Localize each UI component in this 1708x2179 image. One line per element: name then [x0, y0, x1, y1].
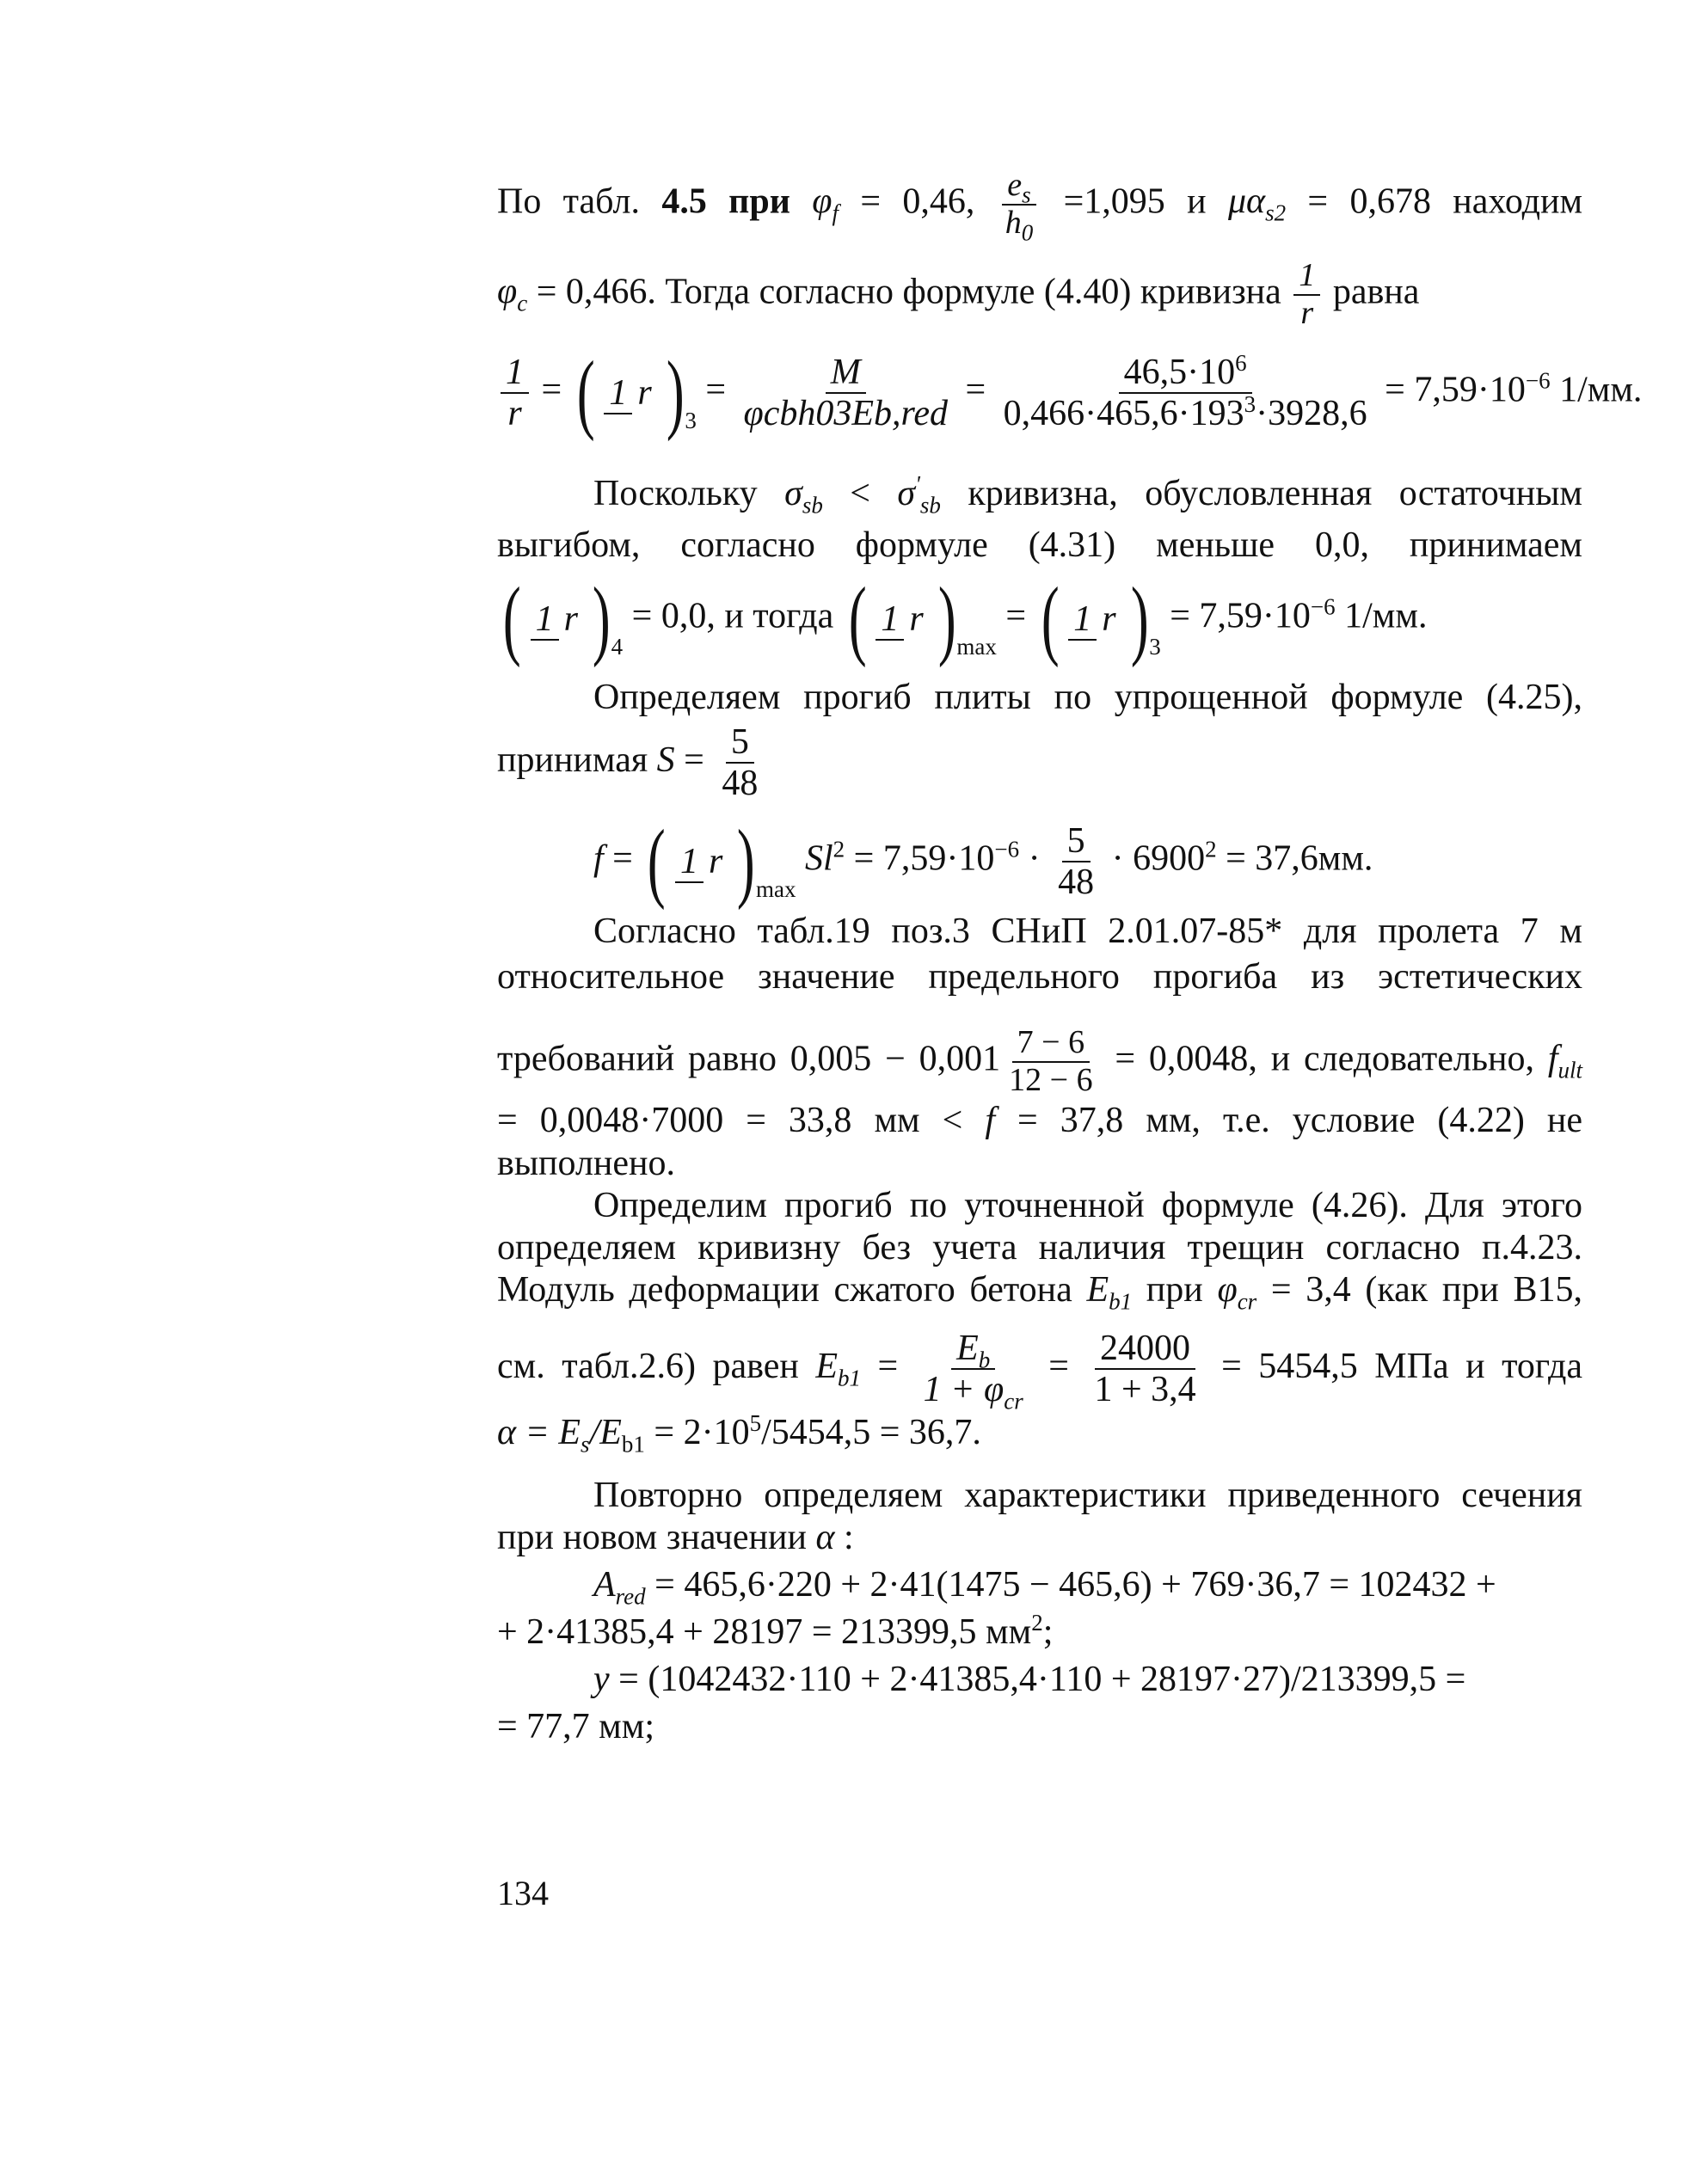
fraction: $\frac{46,5\cdot 10^6}{0,466\cdot 465,6\cdot 193^3\cdot 3928,6}$ — [1003, 349, 1367, 433]
formula-area: $A_{red} = 465,6\cdot 220 + 2\cdot 41(1475 - 465,6) + 769\cdot 36,7 = 102432$ + — [593, 1565, 1496, 1610]
formula-y: y = (1042432·110 + 2·41385,4·110 + 28197·27)/213399,5 = — [593, 1660, 1466, 1699]
text-line: принимая S = $\frac{5}{48}$ — [497, 722, 759, 804]
text-line: требований равно 0,005 − 0,001 $\frac{7 - 6}{12 - 6}$ = 0,0048, и следовательно, $f_{ult}$ — [497, 1024, 1582, 1098]
text-line: выгибом, согласно формуле (4.31) меньше 0,0, принимаем — [497, 525, 1582, 565]
text-run: равна — [1324, 272, 1420, 312]
formula-alpha: $\alpha = E_s/E_{b1} = 2\cdot 10^5/5454,5 = 36,7$. — [497, 1410, 981, 1458]
text-run: = 0,466. Тогда согласно формуле (4.40) кривизна — [527, 272, 1291, 312]
text-line: Повторно определяем характеристики приведенного сечения — [593, 1476, 1582, 1515]
text-line: при новом значении α : — [497, 1518, 854, 1557]
formula-area-cont: + 2·41385,4 + 28197 = 213399,5 $мм^2$; — [497, 1610, 1054, 1652]
text-run: = 7,59·10 — [1375, 370, 1526, 410]
formula-curvature: $\frac{1}{r}$ = ( 1 r )3 = $\frac{M}{\text{φcbh03Eb,red}}$ = $\frac{46,5\cdot 10^6}{0,466\cdot 465,6\cdot 193^3\cdot 3928,6}$ = $7,59\cdot 10^{-6}$ 1/мм. — [497, 348, 1642, 438]
math-symbol: $\varphi_c$ — [497, 272, 528, 316]
fraction: $\frac{1}{r}$ — [1293, 258, 1320, 332]
parenthesized-fraction: ( 1 r )3 — [576, 343, 697, 442]
fraction: $\frac{1}{r}$ — [501, 353, 529, 433]
text-line: = 0,0048·7000 = 33,8 мм < f = 37,8 мм, т.е. условие (4.22) не — [497, 1101, 1582, 1140]
math-symbol: $\mu\alpha_{s2}$ — [1227, 181, 1287, 226]
text-line — [497, 258, 1419, 332]
text-run: = 0,46, — [839, 181, 975, 222]
text-line: Определяем прогиб плиты по упрощенной формуле (4.25), — [593, 678, 1582, 717]
text-line: выполнено. — [497, 1144, 676, 1183]
text-line: Согласно табл.19 поз.3 СНиП 2.01.07-85* для пролета 7 м — [593, 911, 1582, 951]
text-line: см. табл.2.6) равен $E_{b1}$ = $\frac{E_b}{1 + \varphi_{cr}}$ = $\frac{24000}{1 + 3,4}$ = 5454,5 МПа и тогда — [497, 1329, 1583, 1415]
page-number: 134 — [497, 1874, 549, 1912]
fraction: $\frac{e_s}{h_0}$ — [1000, 168, 1039, 242]
text-line: определяем кривизну без учета наличия трещин согласно п.4.23. — [497, 1228, 1582, 1268]
text-run: По табл. — [497, 181, 640, 222]
text-run: = 0,678 находим — [1286, 181, 1583, 222]
math-symbol: $\varphi_f$ — [812, 181, 839, 226]
fraction: $\frac{M}{\text{φcbh03Eb,red}}$ — [743, 352, 948, 433]
text-line: Модуль деформации сжатого бетона $E_{b1}$ при $\varphi_{cr} = 3,4$ (как при B15, — [497, 1270, 1583, 1315]
formula-deflection: f = ( 1 r )max $Sl^2 = 7,59\cdot 10^{-6}$ · $\frac{5}{48}$ · $6900^2 = 37,6мм$. — [593, 812, 1373, 911]
formula-y-cont: = 77,7 мм; — [497, 1707, 655, 1746]
text-run: =1,095 и — [1041, 181, 1228, 222]
text-run: 4.5 при — [661, 181, 790, 222]
text-line: Определим прогиб по уточненной формуле (4.26). Для этого — [593, 1186, 1582, 1225]
text-line — [497, 167, 1583, 246]
text-run: 1/мм. — [1550, 370, 1643, 410]
text-line: Поскольку $\sigma_{sb} < \sigma'_{sb}$ кривизна, обусловленная остаточным — [593, 471, 1583, 519]
text-line: относительное значение предельного прогиба из эстетических — [497, 957, 1582, 997]
formula-curvature-max: ( 1 r )4 = 0,0, и тогда ( 1 r )max = ( 1 r )$3 = 7,59\cdot 10^{-6}$ 1/мм. — [502, 569, 1428, 668]
